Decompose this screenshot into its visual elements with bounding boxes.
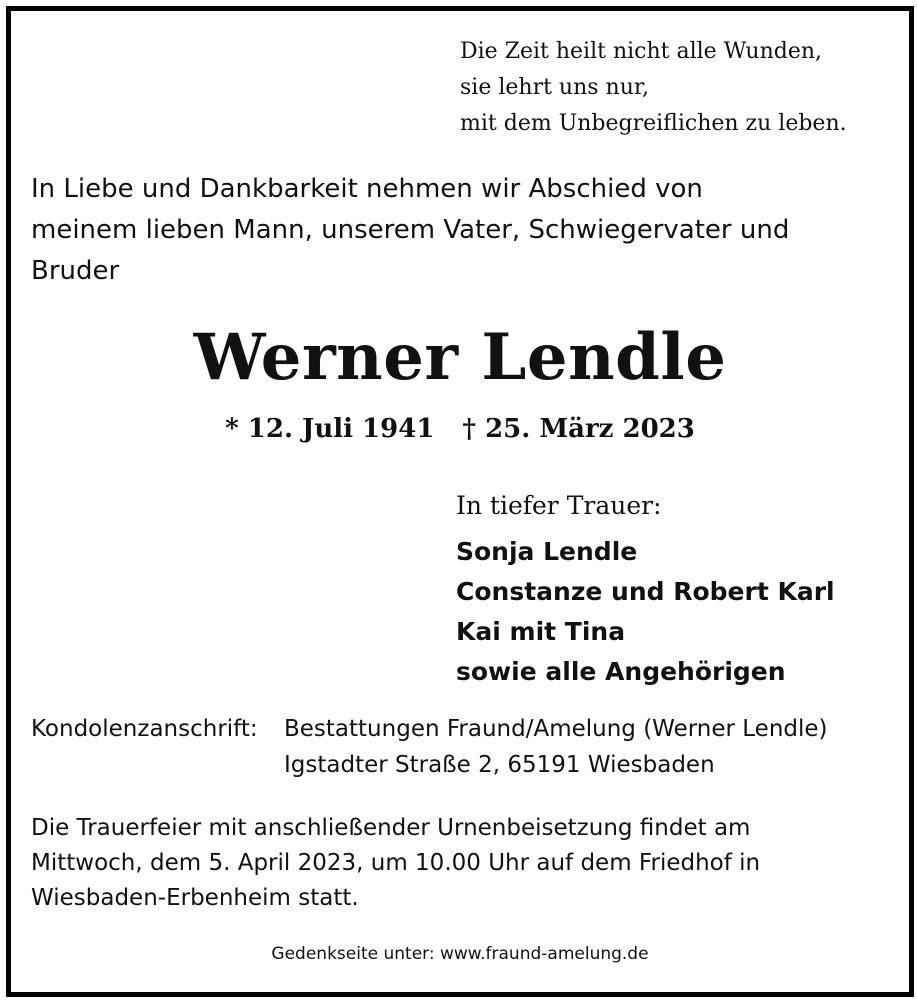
intro-line: meinem lieben Mann, unserem Vater, Schwiegervater und: [31, 215, 790, 245]
motto-line: Die Zeit heilt nicht alle Wunden,: [460, 39, 823, 64]
deceased-name: Werner Lendle: [193, 320, 727, 395]
mourner-name: Sonja Lendle: [456, 537, 638, 566]
mourner-name: Constanze und Robert Karl: [456, 577, 835, 606]
motto-quote: [460, 34, 847, 142]
intro-line: In Liebe und Dankbarkeit nehmen wir Abschied von: [31, 174, 703, 204]
memorial-page-link[interactable]: Gedenkseite unter: www.fraund-amelung.de: [271, 944, 649, 964]
life-dates: [11, 411, 909, 447]
motto-line: mit dem Unbegreiflichen zu leben.: [460, 111, 847, 136]
funeral-line: Wiesbaden-Erbenheim statt.: [31, 885, 359, 911]
condolence-address-line1: Bestattungen Fraund/Amelung (Werner Lendle): [284, 716, 828, 742]
funeral-line: Die Trauerfeier mit anschließender Urnenbeisetzung findet am: [31, 815, 751, 841]
funeral-line: Mittwoch, dem 5. April 2023, um 10.00 Uhr auf dem Friedhof in: [31, 850, 761, 876]
motto-line: sie lehrt uns nur,: [460, 75, 649, 100]
mourner-name: sowie alle Angehörigen: [456, 657, 786, 686]
mourners-label: In tiefer Trauer:: [456, 491, 662, 520]
mourners-list: [456, 532, 835, 692]
mourner-name: Kai mit Tina: [456, 617, 626, 646]
obituary-notice: [6, 6, 914, 997]
farewell-intro: [31, 169, 789, 292]
death-date: † 25. März 2023: [462, 414, 695, 444]
intro-line: Bruder: [31, 256, 120, 286]
funeral-details: [31, 811, 760, 916]
condolence-address-line2: Igstadter Straße 2, 65191 Wiesbaden: [284, 752, 715, 778]
birth-date: * 12. Juli 1941: [225, 414, 435, 444]
condolence-label: Kondolenzanschrift:: [31, 716, 258, 742]
